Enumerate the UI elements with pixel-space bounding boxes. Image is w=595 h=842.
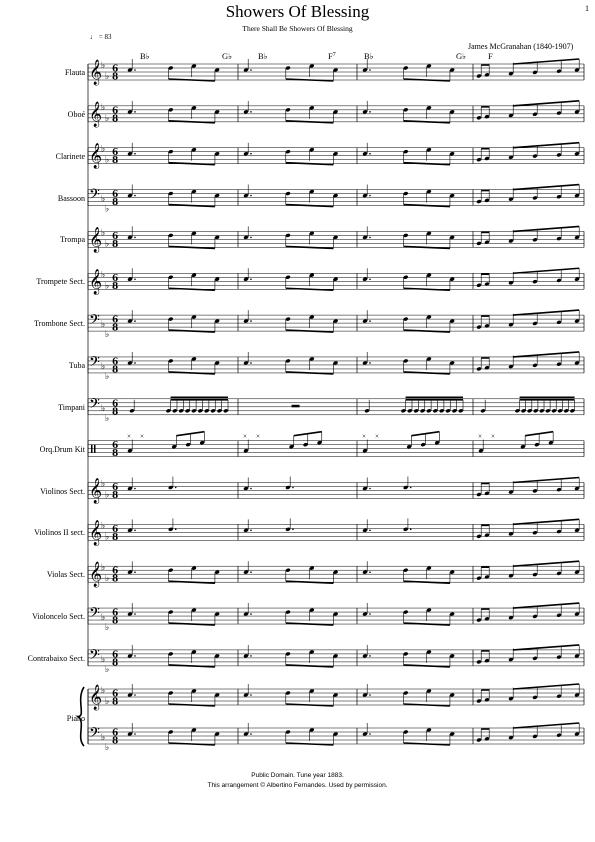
augmentation-dot <box>134 613 136 615</box>
augmentation-dot <box>175 529 177 531</box>
time-signature-bottom: 8 <box>112 574 119 585</box>
staff-tuba <box>88 352 584 382</box>
staff-clarinete <box>88 143 584 169</box>
flat-icon: ♭ <box>105 413 110 424</box>
beam <box>169 79 215 81</box>
beam <box>404 581 450 583</box>
staff-violinos-sect- <box>88 477 584 504</box>
piano-left-hand-staff <box>88 723 584 753</box>
percussion-clef-icon <box>94 445 96 453</box>
cymbal-x-icon: × <box>256 432 260 441</box>
time-signature-bottom: 8 <box>112 156 119 167</box>
treble-clef-icon: 𝄞 <box>89 143 103 169</box>
flat-icon: ♭ <box>101 61 106 71</box>
time-signature-top: 6 <box>112 190 119 201</box>
augmentation-dot <box>250 111 252 113</box>
flat-icon: ♭ <box>105 743 110 753</box>
time-signature-bottom: 8 <box>112 658 119 669</box>
beam <box>286 246 334 248</box>
augmentation-dot <box>250 694 252 696</box>
chord-root: B♭ <box>364 51 374 61</box>
flat-icon: ♭ <box>105 490 110 501</box>
beam <box>513 226 579 231</box>
beam <box>404 743 450 745</box>
beam <box>286 581 334 583</box>
flat-icon: ♭ <box>105 281 110 292</box>
instrument-label: Tuba <box>68 360 85 370</box>
chord-root: F <box>488 51 493 61</box>
arrangement-credit: This arrangement © Albertino Fernandes. Used by permission. <box>207 782 388 789</box>
augmentation-dot <box>134 153 136 155</box>
quarter-note-icon: ♩ <box>90 33 97 41</box>
augmentation-dot <box>134 278 136 280</box>
bass-clef-icon: 𝄢 <box>89 312 100 333</box>
beam <box>513 645 579 650</box>
cymbal-x-icon: × <box>127 432 131 441</box>
beam <box>513 268 579 273</box>
treble-clef-icon: 𝄞 <box>89 478 103 504</box>
time-signature-bottom: 8 <box>112 114 119 125</box>
flat-icon: ♭ <box>101 613 106 624</box>
beam <box>286 288 334 290</box>
chord-extension: 7 <box>332 52 336 58</box>
augmentation-dot <box>369 613 371 615</box>
beam <box>169 704 215 706</box>
beam <box>404 665 450 667</box>
augmentation-dot <box>369 195 371 197</box>
augmentation-dot <box>250 195 252 197</box>
time-signature-top: 6 <box>112 608 119 619</box>
flat-icon: ♭ <box>105 371 110 382</box>
instrument-label: Violinos Sect. <box>40 486 85 496</box>
time-signature-bottom: 8 <box>112 449 119 460</box>
bass-clef-icon: 𝄢 <box>89 353 100 374</box>
beam <box>169 581 215 583</box>
time-signature-bottom: 8 <box>112 616 119 627</box>
flat-icon: ♭ <box>101 403 106 414</box>
time-signature-bottom: 8 <box>112 239 119 250</box>
treble-clef-icon: 𝄞 <box>89 269 103 295</box>
time-signature-top: 6 <box>112 148 119 159</box>
flat-icon: ♭ <box>105 155 110 166</box>
augmentation-dot <box>369 278 371 280</box>
instrument-label: Trompa <box>59 235 85 245</box>
bass-clef-icon: 𝄢 <box>89 395 100 416</box>
flat-icon: ♭ <box>101 361 106 372</box>
beam <box>286 743 334 745</box>
beam <box>513 185 579 190</box>
time-signature-top: 6 <box>112 399 119 410</box>
chord-root: B♭ <box>140 51 150 61</box>
percussion-clef-icon <box>91 445 93 453</box>
augmentation-dot <box>134 488 136 490</box>
staff-violinos-ii-sect- <box>88 518 584 545</box>
augmentation-dot <box>175 487 177 489</box>
flat-icon: ♭ <box>105 697 110 707</box>
beam <box>286 623 334 625</box>
staff-trompete-sect- <box>88 268 584 294</box>
augmentation-dot <box>369 655 371 657</box>
treble-clef-icon: 𝄞 <box>89 101 103 127</box>
flat-icon: ♭ <box>101 479 106 490</box>
staff-violoncelo-sect- <box>88 603 584 633</box>
beam <box>513 59 579 64</box>
beam <box>169 623 215 625</box>
beam <box>404 288 450 290</box>
beam <box>404 163 450 165</box>
time-signature-top: 6 <box>112 650 119 661</box>
flat-icon: ♭ <box>101 194 106 205</box>
bass-clef-icon: 𝄢 <box>89 725 100 745</box>
time-signature-top: 6 <box>112 483 119 493</box>
treble-clef-icon: 𝄞 <box>89 60 103 85</box>
beam <box>169 163 215 165</box>
time-signature-top: 6 <box>112 728 119 739</box>
beam <box>513 101 579 106</box>
tempo-value: = 83 <box>98 33 112 41</box>
flat-icon: ♭ <box>105 664 110 675</box>
time-signature-top: 6 <box>112 273 119 284</box>
augmentation-dot <box>369 488 371 490</box>
augmentation-dot <box>250 530 252 532</box>
augmentation-dot <box>134 237 136 239</box>
beam <box>286 704 334 706</box>
time-signature-bottom: 8 <box>112 323 119 334</box>
time-signature-bottom: 8 <box>112 407 119 418</box>
time-signature-top: 6 <box>112 64 119 75</box>
beam <box>513 723 579 728</box>
flat-icon: ♭ <box>101 654 106 665</box>
piano-right-hand-staff <box>88 684 584 710</box>
beam <box>404 205 450 207</box>
treble-clef-icon: 𝄞 <box>89 685 103 710</box>
cymbal-x-icon: × <box>491 432 495 441</box>
treble-clef-icon: 𝄞 <box>89 227 103 253</box>
flat-icon: ♭ <box>105 574 110 585</box>
bass-clef-icon: 𝄢 <box>89 186 100 207</box>
beam <box>404 704 450 706</box>
augmentation-dot <box>134 733 136 735</box>
instrument-label: Clarinete <box>55 151 85 161</box>
augmentation-dot <box>369 69 371 71</box>
augmentation-dot <box>250 655 252 657</box>
time-signature-top: 6 <box>112 315 119 326</box>
piano-brace-icon <box>78 687 84 746</box>
augmentation-dot <box>134 655 136 657</box>
beam <box>513 519 579 524</box>
staff-bassoon <box>88 185 584 215</box>
staff-flauta <box>88 59 584 85</box>
staff-violas-sect- <box>88 561 584 587</box>
whole-rest-icon <box>292 405 300 408</box>
page-number: 1 <box>585 4 589 13</box>
augmentation-dot <box>369 571 371 573</box>
flat-icon: ♭ <box>101 144 106 155</box>
beam <box>513 143 579 148</box>
beam <box>404 246 450 248</box>
time-signature-bottom: 8 <box>112 736 119 747</box>
augmentation-dot <box>134 320 136 322</box>
augmentation-dot <box>134 362 136 364</box>
time-signature-top: 6 <box>112 441 119 452</box>
staff-obo- <box>88 101 584 127</box>
beam <box>169 372 215 374</box>
beam <box>169 330 215 332</box>
augmentation-dot <box>410 487 412 489</box>
augmentation-dot <box>369 320 371 322</box>
augmentation-dot <box>369 530 371 532</box>
instrument-label: Violoncelo Sect. <box>32 612 85 622</box>
beam <box>286 665 334 667</box>
time-signature-top: 6 <box>112 231 119 242</box>
augmentation-dot <box>250 571 252 573</box>
augmentation-dot <box>369 694 371 696</box>
bass-clef-icon: 𝄢 <box>89 605 100 626</box>
instrument-label: Trompete Sect. <box>36 277 85 287</box>
instrument-label: Oboé <box>67 109 85 119</box>
chord-root: B♭ <box>258 51 268 61</box>
beam <box>169 205 215 207</box>
beam <box>513 603 579 608</box>
augmentation-dot <box>250 362 252 364</box>
flat-icon: ♭ <box>101 228 106 239</box>
flat-icon: ♭ <box>101 102 106 113</box>
flat-icon: ♭ <box>105 204 110 215</box>
flat-icon: ♭ <box>101 686 106 696</box>
treble-clef-icon: 𝄞 <box>89 520 103 546</box>
augmentation-dot <box>250 153 252 155</box>
time-signature-bottom: 8 <box>112 72 119 83</box>
beam <box>286 205 334 207</box>
time-signature-top: 6 <box>112 689 119 700</box>
flat-icon: ♭ <box>101 563 106 574</box>
flat-icon: ♭ <box>105 239 110 250</box>
instrument-label: Violas Sect. <box>46 570 85 580</box>
time-signature-top: 6 <box>112 524 119 535</box>
augmentation-dot <box>250 733 252 735</box>
time-signature-top: 6 <box>112 106 119 117</box>
beam <box>169 288 215 290</box>
augmentation-dot <box>250 69 252 71</box>
bass-clef-icon: 𝄢 <box>89 646 100 667</box>
augmentation-dot <box>292 487 294 489</box>
flat-icon: ♭ <box>105 623 110 634</box>
time-signature-bottom: 8 <box>112 365 119 376</box>
time-signature-top: 6 <box>112 566 119 577</box>
augmentation-dot <box>410 529 412 531</box>
flat-icon: ♭ <box>105 532 110 543</box>
beam <box>169 121 215 123</box>
instrument-label: Orq.Drum Kit <box>39 444 85 454</box>
instrument-label: Bassoon <box>57 193 85 203</box>
beam <box>169 743 215 745</box>
augmentation-dot <box>369 237 371 239</box>
augmentation-dot <box>292 529 294 531</box>
cymbal-x-icon: × <box>362 432 366 441</box>
flat-icon: ♭ <box>101 320 106 331</box>
flat-icon: ♭ <box>101 270 106 281</box>
flat-icon: ♭ <box>105 72 110 82</box>
augmentation-dot <box>134 694 136 696</box>
time-signature-bottom: 8 <box>112 281 119 292</box>
augmentation-dot <box>369 153 371 155</box>
staff-trompa <box>88 226 584 252</box>
time-signature-bottom: 8 <box>112 532 119 543</box>
beam <box>286 121 334 123</box>
augmentation-dot <box>250 278 252 280</box>
flat-icon: ♭ <box>105 330 110 341</box>
flat-icon: ♭ <box>105 113 110 124</box>
augmentation-dot <box>134 111 136 113</box>
flat-icon: ♭ <box>101 733 106 743</box>
instrument-label: Piano <box>66 714 85 723</box>
composer-credit: James McGranahan (1840-1907) <box>468 42 574 51</box>
flat-icon: ♭ <box>101 521 106 532</box>
treble-clef-icon: 𝄞 <box>89 562 103 588</box>
cymbal-x-icon: × <box>375 432 379 441</box>
beam <box>286 163 334 165</box>
cymbal-x-icon: × <box>140 432 144 441</box>
score-title: Showers Of Blessing <box>225 2 370 21</box>
augmentation-dot <box>134 571 136 573</box>
staff-orq-drum-kit <box>88 432 584 460</box>
piano-grand-staff <box>78 687 88 746</box>
augmentation-dot <box>369 362 371 364</box>
staff-trombone-sect- <box>88 310 584 340</box>
instrument-label: Trombone Sect. <box>34 319 85 329</box>
beam <box>513 684 579 689</box>
beam <box>404 623 450 625</box>
instrument-label: Violinos II sect. <box>34 528 85 538</box>
beam <box>169 246 215 248</box>
augmentation-dot <box>250 237 252 239</box>
augmentation-dot <box>250 320 252 322</box>
beam <box>513 561 579 566</box>
chord-root: G♭ <box>456 51 467 61</box>
chord-root: F <box>328 51 333 61</box>
beam <box>404 372 450 374</box>
beam <box>513 310 579 315</box>
augmentation-dot <box>134 195 136 197</box>
beam <box>404 79 450 81</box>
augmentation-dot <box>134 69 136 71</box>
beam <box>513 352 579 357</box>
beam <box>286 330 334 332</box>
staff-timpani <box>88 396 584 424</box>
beam <box>169 665 215 667</box>
score-subtitle: There Shall Be Showers Of Blessing <box>242 24 353 33</box>
augmentation-dot <box>369 733 371 735</box>
cymbal-x-icon: × <box>243 432 247 441</box>
beam <box>286 372 334 374</box>
beam <box>404 121 450 123</box>
beam <box>286 79 334 81</box>
time-signature-top: 6 <box>112 357 119 368</box>
cymbal-x-icon: × <box>478 432 482 441</box>
augmentation-dot <box>250 488 252 490</box>
staff-contrabaixo-sect- <box>88 645 584 675</box>
time-signature-bottom: 8 <box>112 697 119 708</box>
augmentation-dot <box>250 613 252 615</box>
augmentation-dot <box>369 111 371 113</box>
instrument-label: Contrabaixo Sect. <box>27 653 85 663</box>
time-signature-bottom: 8 <box>112 491 119 501</box>
chord-root: G♭ <box>222 51 233 61</box>
copyright-line: Public Domain. Tune year 1883. <box>251 772 344 779</box>
beam <box>513 478 579 483</box>
augmentation-dot <box>134 530 136 532</box>
instrument-label: Timpani <box>58 402 85 412</box>
instrument-label: Flauta <box>65 68 85 77</box>
time-signature-bottom: 8 <box>112 198 119 209</box>
beam <box>404 330 450 332</box>
